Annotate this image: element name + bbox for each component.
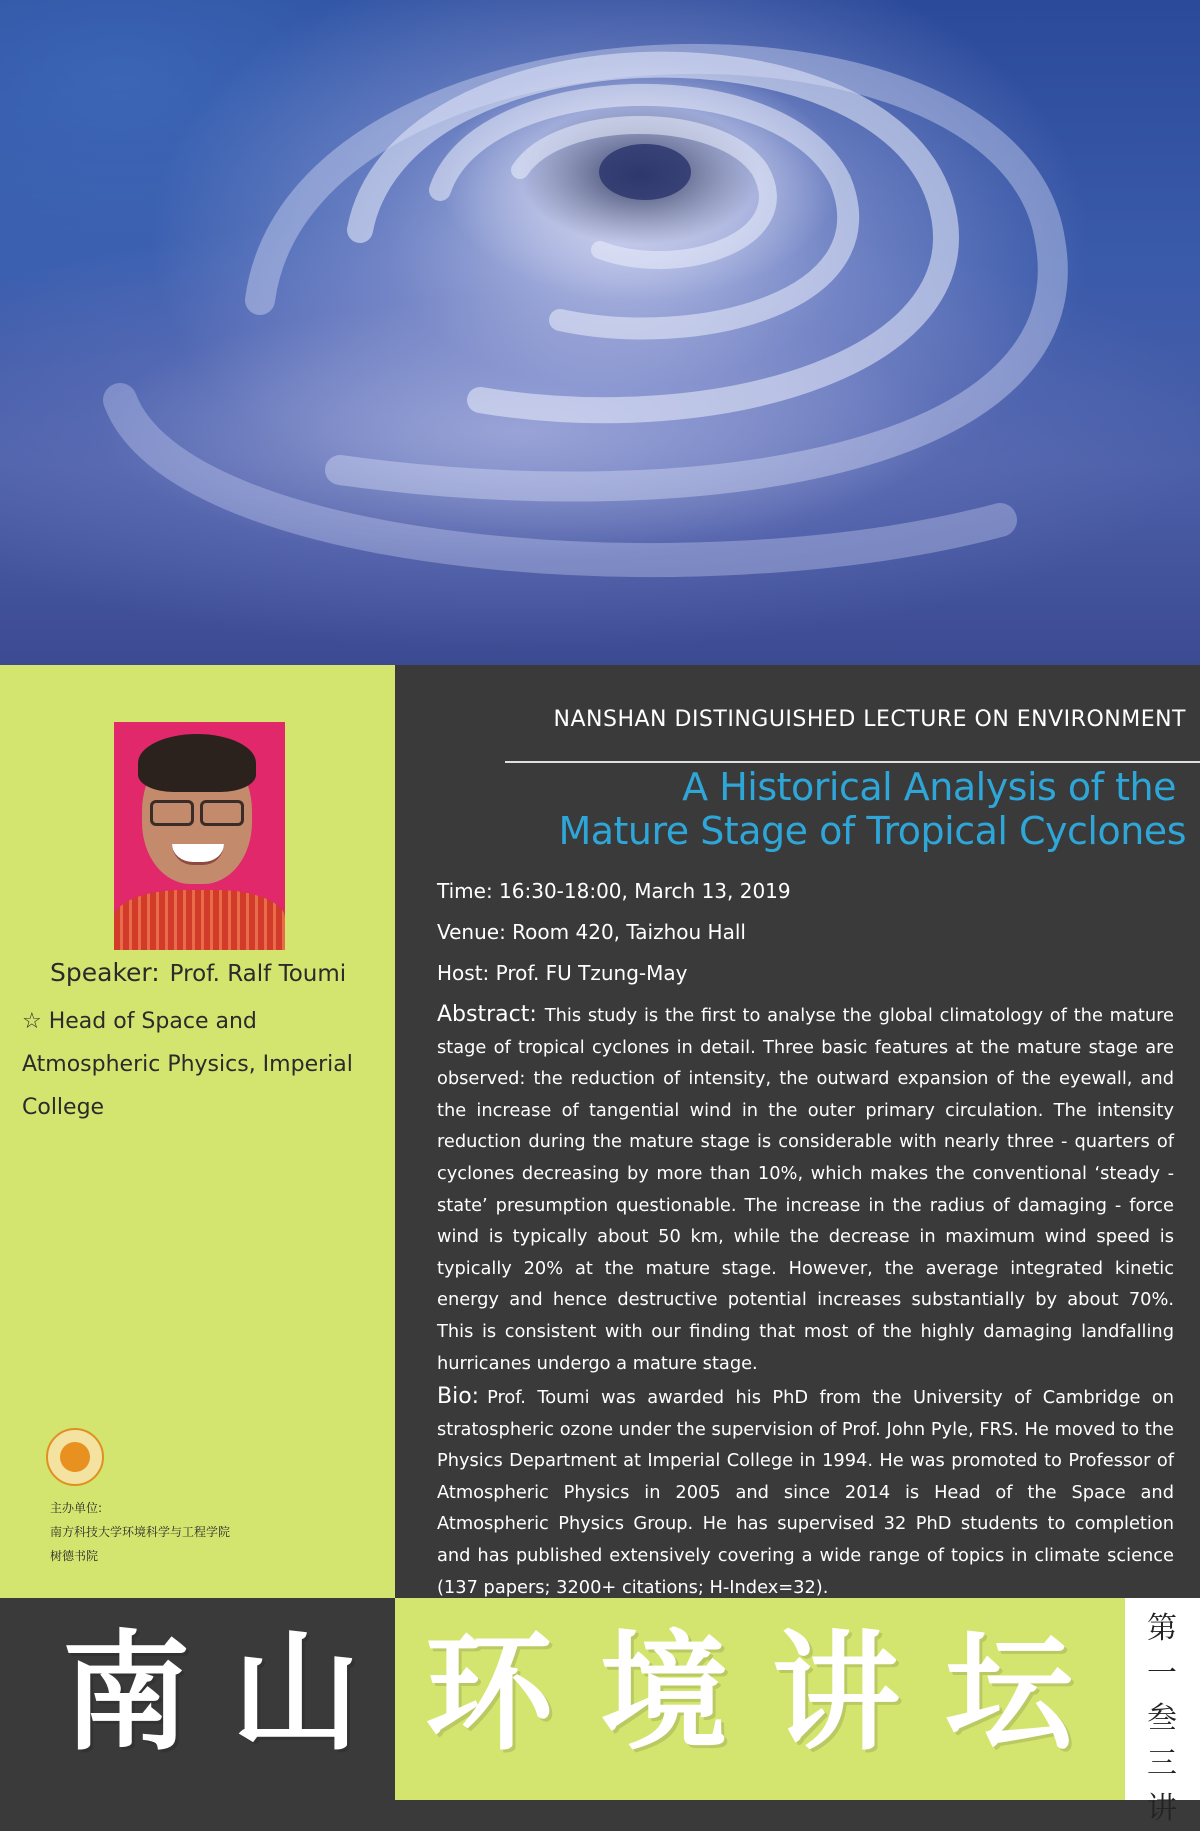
calligraphy-char-3: 环 <box>425 1618 554 1768</box>
abstract <box>437 999 1174 1379</box>
lecture-title-line-1: A Historical Analysis of the <box>682 765 1176 809</box>
event-info <box>437 871 791 994</box>
calligraphy-char-1: 南 <box>62 1618 191 1768</box>
university-logo <box>46 1428 104 1486</box>
organizer-college: 树德书院 <box>50 1549 99 1563</box>
organizer-school: 南方科技大学环境科学与工程学院 <box>50 1525 231 1539</box>
event-host: Host: Prof. FU Tzung-May <box>437 961 688 985</box>
abstract-text: This study is the first to analyse the global climatology of the mature stage of tropical cyclones in detail. Three basic features at the mature stage are observed: the reduction of intensity, the outward expansion of the eyewall, and the increase of tangential wind in the outer primary circulation. The intensity reduction during the mature stage is considerable with nearly three - quarters of cyclones decreasing by more than 10%, which makes the conventional ‘steady - state’ presumption questionable. The increase in the radius of damaging - force wind is typically about 50 km, while the decrease in maximum wind speed is typically 20% at the mature stage. However, the average integrated kinetic energy and hence destructive potential increases substantially by about 70%. This is consistent with our finding that most of the highly damaging landfalling hurricanes undergo a mature stage. <box>437 1005 1174 1374</box>
cyclone-satellite-image <box>0 0 1200 665</box>
bio <box>437 1381 1174 1603</box>
speaker-name: Prof. Ralf Toumi <box>169 961 347 987</box>
calligraphy-char-6: 坛 <box>945 1618 1074 1768</box>
series-title: NANSHAN DISTINGUISHED LECTURE ON ENVIRONMENT <box>553 707 1186 732</box>
speaker-line <box>50 958 346 987</box>
organizer-label: 主办单位: <box>50 1501 103 1515</box>
organizer-block <box>50 1496 230 1568</box>
lecture-number-char: 叁 <box>1147 1701 1177 1736</box>
calligraphy-char-2: 山 <box>232 1618 361 1768</box>
abstract-label: Abstract: <box>437 1002 537 1027</box>
event-time: Time: 16:30-18:00, March 13, 2019 <box>437 879 791 903</box>
speaker-affiliation: ☆ Head of Space and Atmospheric Physics, Imperial College <box>22 1009 353 1120</box>
lecture-details-panel <box>395 665 1200 1598</box>
lecture-number-char: 三 <box>1147 1746 1177 1781</box>
lecture-number-char: 第 <box>1147 1611 1177 1646</box>
event-venue: Venue: Room 420, Taizhou Hall <box>437 920 746 944</box>
lecture-title-line-2: Mature Stage of Tropical Cyclones <box>558 809 1186 853</box>
lecture-number-char: 一 <box>1147 1656 1177 1691</box>
speaker-photo <box>114 722 285 950</box>
lecture-number-char: 讲 <box>1147 1791 1177 1826</box>
cyclone-swirl-graphic <box>0 0 1200 665</box>
calligraphy-char-5: 讲 <box>772 1618 901 1768</box>
lecture-title <box>558 765 1186 853</box>
speaker-label: Speaker: <box>50 958 160 987</box>
bio-label: Bio: <box>437 1384 480 1409</box>
bio-text: Prof. Toumi was awarded his PhD from the University of Cambridge on stratospheric ozone under the supervision of Prof. John Pyle, FRS. He moved to the Physics Department at Imperial College in 1994. He was promoted to Professor of Atmospheric Physics in 2005 and since 2014 is Head of the Space and Atmospheric Physics Group. He has supervised 32 PhD students to completion and has published extensively covering a wide range of topics in climate science (137 papers; 3200+ citations; H-Index=32). <box>437 1387 1174 1598</box>
calligraphy-char-4: 境 <box>600 1618 729 1768</box>
lecture-number <box>1140 1606 1184 1831</box>
divider <box>505 761 1200 763</box>
